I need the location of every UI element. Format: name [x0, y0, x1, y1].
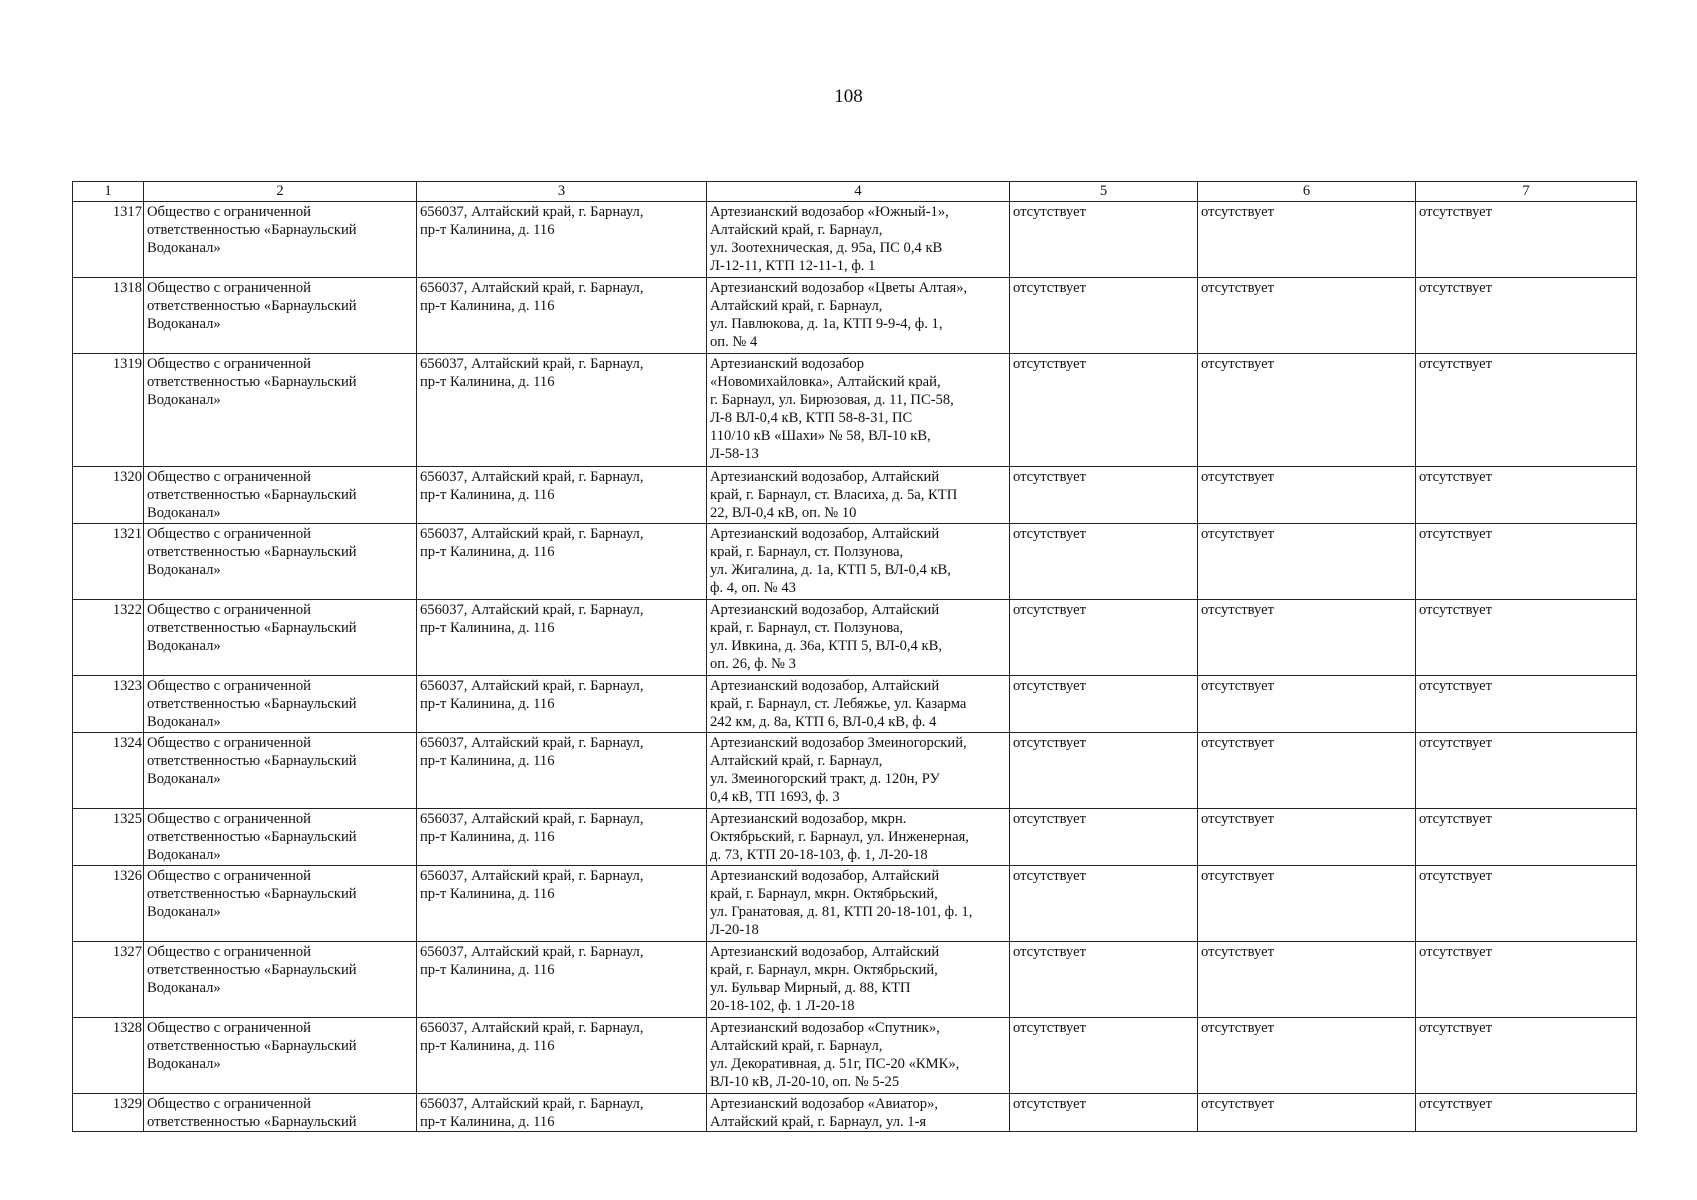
column-5-value: отсутствует: [1010, 278, 1198, 354]
page-number: 108: [834, 86, 863, 107]
column-5-value: отсутствует: [1010, 202, 1198, 278]
column-6-value: отсутствует: [1198, 676, 1416, 733]
row-number: 1319: [73, 354, 144, 467]
column-6-value: отсутствует: [1198, 354, 1416, 467]
organization-name: Общество с ограниченной ответственностью «Барнаульский: [144, 1094, 417, 1132]
table-row: [73, 278, 1637, 354]
row-number: 1324: [73, 733, 144, 809]
object-location: Артезианский водозабор, Алтайский край, г. Барнаул, мкрн. Октябрьский, ул. Гранатовая, д. 81, КТП 20-18-101, ф. 1, Л-20-18: [707, 866, 1010, 942]
column-7-value: отсутствует: [1416, 524, 1637, 600]
row-number: 1327: [73, 942, 144, 1018]
organization-address: 656037, Алтайский край, г. Барнаул, пр-т Калинина, д. 116: [417, 866, 707, 942]
column-7-value: отсутствует: [1416, 600, 1637, 676]
organization-name: Общество с ограниченной ответственностью «Барнаульский Водоканал»: [144, 524, 417, 600]
organization-address: 656037, Алтайский край, г. Барнаул, пр-т Калинина, д. 116: [417, 524, 707, 600]
column-7-value: отсутствует: [1416, 942, 1637, 1018]
table-row: [73, 866, 1637, 942]
column-5-value: отсутствует: [1010, 1018, 1198, 1094]
object-location: Артезианский водозабор, мкрн. Октябрьский, г. Барнаул, ул. Инженерная, д. 73, КТП 20-18-103, ф. 1, Л-20-18: [707, 809, 1010, 866]
column-5-value: отсутствует: [1010, 942, 1198, 1018]
column-header: 7: [1416, 182, 1637, 202]
organization-address: 656037, Алтайский край, г. Барнаул, пр-т Калинина, д. 116: [417, 1018, 707, 1094]
row-number: 1325: [73, 809, 144, 866]
table-row: [73, 1094, 1637, 1132]
object-location: Артезианский водозабор, Алтайский край, г. Барнаул, ст. Власиха, д. 5а, КТП 22, ВЛ-0,4 кВ, оп. № 10: [707, 467, 1010, 524]
column-5-value: отсутствует: [1010, 809, 1198, 866]
column-7-value: отсутствует: [1416, 1094, 1637, 1132]
organization-address: 656037, Алтайский край, г. Барнаул, пр-т Калинина, д. 116: [417, 467, 707, 524]
organization-address: 656037, Алтайский край, г. Барнаул, пр-т Калинина, д. 116: [417, 202, 707, 278]
object-location: Артезианский водозабор «Авиатор», Алтайский край, г. Барнаул, ул. 1-я: [707, 1094, 1010, 1132]
organization-name: Общество с ограниченной ответственностью «Барнаульский Водоканал»: [144, 354, 417, 467]
column-header: 5: [1010, 182, 1198, 202]
object-location: Артезианский водозабор, Алтайский край, г. Барнаул, ст. Ползунова, ул. Ивкина, д. 36а, КТП 5, ВЛ-0,4 кВ, оп. 26, ф. № 3: [707, 600, 1010, 676]
registry-table: [72, 181, 1637, 1132]
row-number: 1320: [73, 467, 144, 524]
column-6-value: отсутствует: [1198, 600, 1416, 676]
column-6-value: отсутствует: [1198, 1094, 1416, 1132]
table-row: [73, 942, 1637, 1018]
column-6-value: отсутствует: [1198, 202, 1416, 278]
organization-address: 656037, Алтайский край, г. Барнаул, пр-т Калинина, д. 116: [417, 942, 707, 1018]
column-5-value: отсутствует: [1010, 467, 1198, 524]
column-header: 4: [707, 182, 1010, 202]
column-6-value: отсутствует: [1198, 467, 1416, 524]
column-number-row: [73, 182, 1637, 202]
column-header: 6: [1198, 182, 1416, 202]
organization-address: 656037, Алтайский край, г. Барнаул, пр-т Калинина, д. 116: [417, 1094, 707, 1132]
column-7-value: отсутствует: [1416, 467, 1637, 524]
column-7-value: отсутствует: [1416, 354, 1637, 467]
column-5-value: отсутствует: [1010, 733, 1198, 809]
column-header: 2: [144, 182, 417, 202]
column-6-value: отсутствует: [1198, 524, 1416, 600]
column-6-value: отсутствует: [1198, 809, 1416, 866]
column-header: 3: [417, 182, 707, 202]
organization-address: 656037, Алтайский край, г. Барнаул, пр-т Калинина, д. 116: [417, 733, 707, 809]
organization-name: Общество с ограниченной ответственностью «Барнаульский Водоканал»: [144, 676, 417, 733]
row-number: 1321: [73, 524, 144, 600]
object-location: Артезианский водозабор «Новомихайловка», Алтайский край, г. Барнаул, ул. Бирюзовая, д. 11, ПС-58, Л-8 ВЛ-0,4 кВ, КТП 58-8-31, ПС 110/10 кВ «Шахи» № 58, ВЛ-10 кВ, Л-58-13: [707, 354, 1010, 467]
column-7-value: отсутствует: [1416, 1018, 1637, 1094]
row-number: 1317: [73, 202, 144, 278]
column-7-value: отсутствует: [1416, 866, 1637, 942]
table-row: [73, 600, 1637, 676]
organization-name: Общество с ограниченной ответственностью «Барнаульский Водоканал»: [144, 809, 417, 866]
organization-address: 656037, Алтайский край, г. Барнаул, пр-т Калинина, д. 116: [417, 676, 707, 733]
column-5-value: отсутствует: [1010, 866, 1198, 942]
column-7-value: отсутствует: [1416, 278, 1637, 354]
object-location: Артезианский водозабор, Алтайский край, г. Барнаул, ст. Лебяжье, ул. Казарма 242 км, д. 8а, КТП 6, ВЛ-0,4 кВ, ф. 4: [707, 676, 1010, 733]
column-5-value: отсутствует: [1010, 524, 1198, 600]
column-7-value: отсутствует: [1416, 676, 1637, 733]
column-6-value: отсутствует: [1198, 942, 1416, 1018]
object-location: Артезианский водозабор «Южный-1», Алтайский край, г. Барнаул, ул. Зоотехническая, д. 95а, ПС 0,4 кВ Л-12-11, КТП 12-11-1, ф. 1: [707, 202, 1010, 278]
column-header: 1: [73, 182, 144, 202]
column-5-value: отсутствует: [1010, 354, 1198, 467]
organization-address: 656037, Алтайский край, г. Барнаул, пр-т Калинина, д. 116: [417, 278, 707, 354]
object-location: Артезианский водозабор «Цветы Алтая», Алтайский край, г. Барнаул, ул. Павлюкова, д. 1а, КТП 9-9-4, ф. 1, оп. № 4: [707, 278, 1010, 354]
object-location: Артезианский водозабор, Алтайский край, г. Барнаул, ст. Ползунова, ул. Жигалина, д. 1а, КТП 5, ВЛ-0,4 кВ, ф. 4, оп. № 43: [707, 524, 1010, 600]
row-number: 1328: [73, 1018, 144, 1094]
column-6-value: отсутствует: [1198, 1018, 1416, 1094]
organization-name: Общество с ограниченной ответственностью «Барнаульский Водоканал»: [144, 202, 417, 278]
organization-name: Общество с ограниченной ответственностью «Барнаульский Водоканал»: [144, 942, 417, 1018]
column-5-value: отсутствует: [1010, 600, 1198, 676]
organization-name: Общество с ограниченной ответственностью «Барнаульский Водоканал»: [144, 866, 417, 942]
organization-name: Общество с ограниченной ответственностью «Барнаульский Водоканал»: [144, 733, 417, 809]
organization-name: Общество с ограниченной ответственностью «Барнаульский Водоканал»: [144, 278, 417, 354]
table-row: [73, 354, 1637, 467]
column-6-value: отсутствует: [1198, 278, 1416, 354]
table-row: [73, 467, 1637, 524]
table-row: [73, 524, 1637, 600]
row-number: 1323: [73, 676, 144, 733]
column-7-value: отсутствует: [1416, 202, 1637, 278]
column-6-value: отсутствует: [1198, 733, 1416, 809]
table-row: [73, 676, 1637, 733]
table-row: [73, 202, 1637, 278]
object-location: Артезианский водозабор «Спутник», Алтайский край, г. Барнаул, ул. Декоративная, д. 51г, ПС-20 «КМК», ВЛ-10 кВ, Л-20-10, оп. № 5-25: [707, 1018, 1010, 1094]
table-row: [73, 733, 1637, 809]
column-7-value: отсутствует: [1416, 733, 1637, 809]
row-number: 1326: [73, 866, 144, 942]
organization-name: Общество с ограниченной ответственностью «Барнаульский Водоканал»: [144, 1018, 417, 1094]
row-number: 1329: [73, 1094, 144, 1132]
column-6-value: отсутствует: [1198, 866, 1416, 942]
organization-address: 656037, Алтайский край, г. Барнаул, пр-т Калинина, д. 116: [417, 809, 707, 866]
row-number: 1322: [73, 600, 144, 676]
organization-address: 656037, Алтайский край, г. Барнаул, пр-т Калинина, д. 116: [417, 354, 707, 467]
organization-address: 656037, Алтайский край, г. Барнаул, пр-т Калинина, д. 116: [417, 600, 707, 676]
table-row: [73, 1018, 1637, 1094]
column-5-value: отсутствует: [1010, 1094, 1198, 1132]
organization-name: Общество с ограниченной ответственностью «Барнаульский Водоканал»: [144, 600, 417, 676]
table-row: [73, 809, 1637, 866]
column-5-value: отсутствует: [1010, 676, 1198, 733]
row-number: 1318: [73, 278, 144, 354]
object-location: Артезианский водозабор, Алтайский край, г. Барнаул, мкрн. Октябрьский, ул. Бульвар Мирный, д. 88, КТП 20-18-102, ф. 1 Л-20-18: [707, 942, 1010, 1018]
organization-name: Общество с ограниченной ответственностью «Барнаульский Водоканал»: [144, 467, 417, 524]
column-7-value: отсутствует: [1416, 809, 1637, 866]
object-location: Артезианский водозабор Змеиногорский, Алтайский край, г. Барнаул, ул. Змеиногорский тракт, д. 120н, РУ 0,4 кВ, ТП 1693, ф. 3: [707, 733, 1010, 809]
